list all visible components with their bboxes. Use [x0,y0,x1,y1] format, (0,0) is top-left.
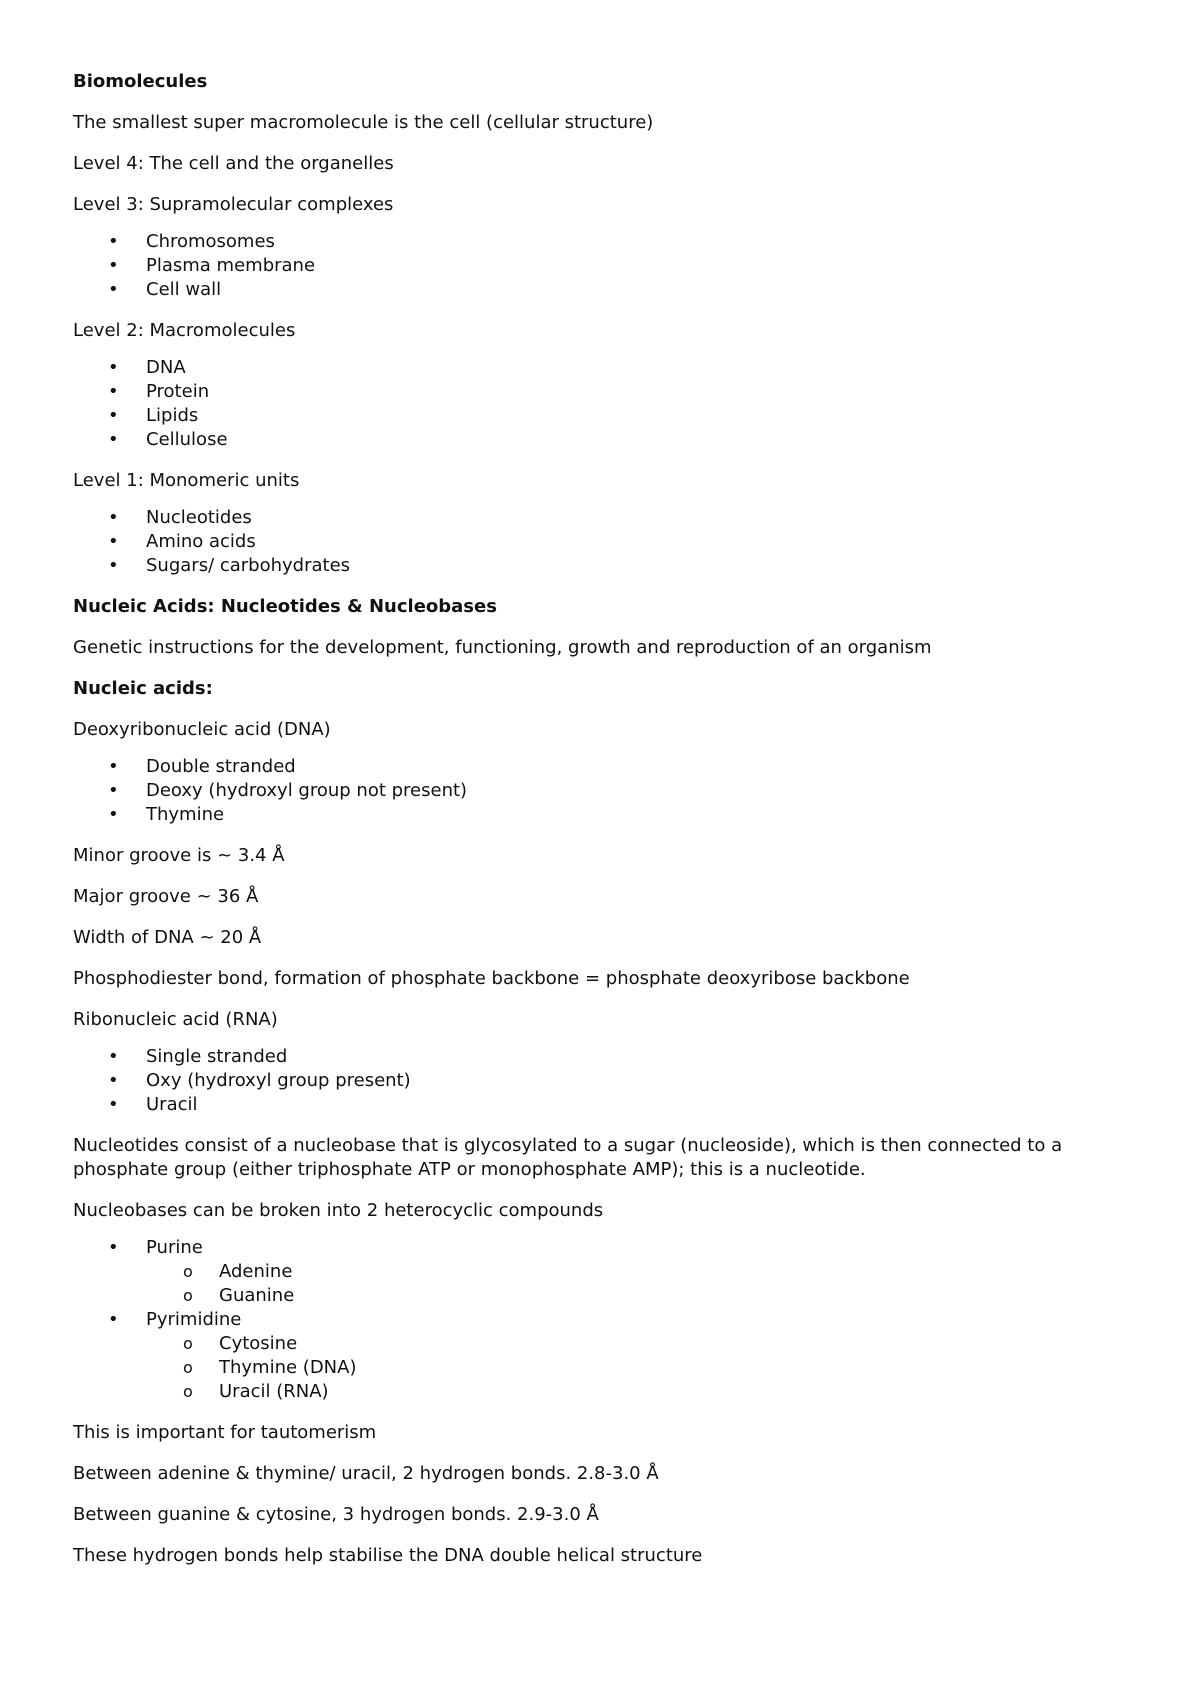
section-title-biomolecules: Biomolecules [73,71,208,92]
phosphodiester-text: Phosphodiester bond, formation of phosphate backbone = phosphate deoxyribose backbone [73,968,910,989]
level3-list [73,230,1133,302]
list-item: • Cellulose [73,428,1133,452]
minor-groove-text: Minor groove is ~ 3.4 Å [73,845,285,866]
major-groove-text: Major groove ~ 36 Å [73,886,259,907]
nucleobases-text: Nucleobases can be broken into 2 heterocyclic compounds [73,1200,604,1221]
list-item: • Chromosomes [73,230,1133,254]
tautomerism-text: This is important for tautomerism [73,1422,377,1443]
purine-label: Purine [146,1237,203,1258]
list-item: • Deoxy (hydroxyl group not present) [73,779,1133,803]
intro-text: The smallest super macromolecule is the cell (cellular structure) [73,112,654,133]
sublist-item: o Guanine [73,1284,1133,1308]
sublist-item: o Cytosine [73,1332,1133,1356]
pyrimidine-sublist [146,1332,1133,1404]
list-item: • Nucleotides [73,506,1133,530]
nucleic-acids-heading: Nucleic acids: [73,678,213,699]
list-item-purine [73,1236,1133,1308]
width-dna-text: Width of DNA ~ 20 Å [73,927,262,948]
at-bonds-text: Between adenine & thymine/ uracil, 2 hydrogen bonds. 2.8-3.0 Å [73,1463,659,1484]
section-title-nucleic-acids: Nucleic Acids: Nucleotides & Nucleobases [73,596,497,617]
list-item: • Oxy (hydroxyl group present) [73,1069,1133,1093]
stabilise-text: These hydrogen bonds help stabilise the DNA double helical structure [73,1545,703,1566]
list-item: • Sugars/ carbohydrates [73,554,1133,578]
sublist-item: o Thymine (DNA) [73,1356,1133,1380]
nucleobases-list [73,1236,1133,1404]
list-item: • Single stranded [73,1045,1133,1069]
genetic-text: Genetic instructions for the development, functioning, growth and reproduction of an organism [73,637,932,658]
level3-text: Level 3: Supramolecular complexes [73,194,394,215]
nucleotides-text: Nucleotides consist of a nucleobase that is glycosylated to a sugar (nucleoside), which is then connected to a phosphate group (either triphosphate ATP or monophosphate AMP); this is a nucleotide. [73,1135,1063,1180]
level2-list [73,356,1133,452]
gc-bonds-text: Between guanine & cytosine, 3 hydrogen bonds. 2.9-3.0 Å [73,1504,599,1525]
list-item: • Plasma membrane [73,254,1133,278]
list-item: • Amino acids [73,530,1133,554]
list-item: • Protein [73,380,1133,404]
level1-text: Level 1: Monomeric units [73,470,300,491]
dna-list [73,755,1133,827]
rna-list [73,1045,1133,1117]
list-item: • DNA [73,356,1133,380]
list-item: • Lipids [73,404,1133,428]
document-page [73,70,1133,1585]
list-item: • Thymine [73,803,1133,827]
list-item: • Cell wall [73,278,1133,302]
level4-text: Level 4: The cell and the organelles [73,153,394,174]
list-item-pyrimidine [73,1308,1133,1404]
dna-heading: Deoxyribonucleic acid (DNA) [73,719,331,740]
level1-list [73,506,1133,578]
list-item: • Uracil [73,1093,1133,1117]
sublist-item: o Uracil (RNA) [73,1380,1133,1404]
rna-heading: Ribonucleic acid (RNA) [73,1009,278,1030]
sublist-item: o Adenine [73,1260,1133,1284]
purine-sublist [146,1260,1133,1308]
pyrimidine-label: Pyrimidine [146,1309,242,1330]
level2-text: Level 2: Macromolecules [73,320,296,341]
list-item: • Double stranded [73,755,1133,779]
